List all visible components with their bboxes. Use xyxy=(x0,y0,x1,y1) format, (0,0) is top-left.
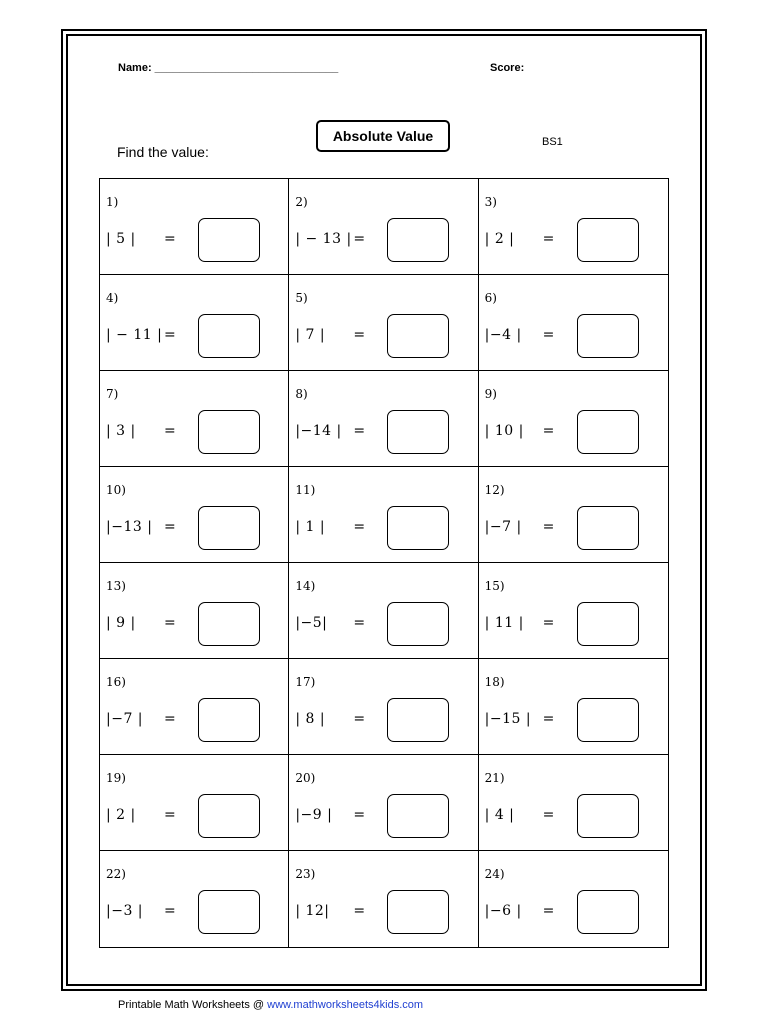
equals-sign: = xyxy=(542,807,555,823)
answer-box[interactable] xyxy=(198,794,260,838)
equals-sign: = xyxy=(353,903,366,919)
answer-box[interactable] xyxy=(577,218,639,262)
problem-number: 11) xyxy=(295,483,316,497)
answer-box[interactable] xyxy=(577,890,639,934)
equals-sign: = xyxy=(542,231,555,247)
problem-expression: |−7 | xyxy=(484,519,522,535)
name-label: Name: ______________________________ xyxy=(118,62,339,74)
answer-box[interactable] xyxy=(198,506,260,550)
problem-number: 4) xyxy=(106,291,119,305)
problem-expression: | 3 | xyxy=(106,423,136,439)
problem-number: 19) xyxy=(106,771,126,785)
worksheet-code: BS1 xyxy=(542,136,563,148)
problem-cell xyxy=(289,275,478,371)
equals-sign: = xyxy=(353,423,366,439)
answer-box[interactable] xyxy=(577,314,639,358)
problem-expression: | 4 | xyxy=(484,807,515,823)
problem-number: 20) xyxy=(295,771,316,785)
answer-box[interactable] xyxy=(198,698,260,742)
problem-cell xyxy=(479,563,668,659)
problem-cell xyxy=(289,851,478,947)
problem-cell xyxy=(289,755,478,851)
problem-number: 15) xyxy=(484,579,505,593)
problem-expression: | − 13 | xyxy=(295,231,352,247)
problem-expression: | 12| xyxy=(295,903,330,919)
problem-cell xyxy=(100,179,289,275)
equals-sign: = xyxy=(164,807,176,823)
answer-box[interactable] xyxy=(198,890,260,934)
problem-number: 2) xyxy=(295,195,308,209)
problem-cell xyxy=(479,659,668,755)
problem-cell xyxy=(479,275,668,371)
answer-box[interactable] xyxy=(577,794,639,838)
problem-number: 7) xyxy=(106,387,119,401)
problem-number: 3) xyxy=(484,195,497,209)
answer-box[interactable] xyxy=(387,506,449,550)
problem-expression: |−3 | xyxy=(106,903,144,919)
answer-box[interactable] xyxy=(387,794,449,838)
answer-box[interactable] xyxy=(577,410,639,454)
problem-expression: | 9 | xyxy=(106,615,136,631)
equals-sign: = xyxy=(164,423,176,439)
answer-box[interactable] xyxy=(387,602,449,646)
problem-grid xyxy=(99,178,669,948)
problem-expression: |−9 | xyxy=(295,807,333,823)
problem-expression: |−14 | xyxy=(295,423,342,439)
equals-sign: = xyxy=(164,711,176,727)
problem-number: 8) xyxy=(295,387,308,401)
answer-box[interactable] xyxy=(198,602,260,646)
problem-expression: |−5| xyxy=(295,615,328,631)
problem-cell xyxy=(100,659,289,755)
equals-sign: = xyxy=(542,711,555,727)
problem-cell xyxy=(289,179,478,275)
equals-sign: = xyxy=(164,615,176,631)
answer-box[interactable] xyxy=(198,314,260,358)
answer-box[interactable] xyxy=(198,218,260,262)
instruction-text: Find the value: xyxy=(117,144,209,160)
equals-sign: = xyxy=(164,519,176,535)
problem-expression: | − 11 | xyxy=(106,327,163,343)
equals-sign: = xyxy=(542,615,555,631)
problem-number: 9) xyxy=(484,387,497,401)
equals-sign: = xyxy=(353,807,366,823)
problem-expression: | 11 | xyxy=(484,615,524,631)
equals-sign: = xyxy=(542,423,555,439)
equals-sign: = xyxy=(353,231,366,247)
equals-sign: = xyxy=(164,231,176,247)
problem-expression: | 1 | xyxy=(295,519,326,535)
problem-cell xyxy=(479,371,668,467)
problem-expression: |−15 | xyxy=(484,711,532,727)
answer-box[interactable] xyxy=(387,698,449,742)
problem-number: 16) xyxy=(106,675,126,689)
problem-number: 22) xyxy=(106,867,126,881)
problem-expression: |−4 | xyxy=(484,327,522,343)
problem-expression: | 7 | xyxy=(295,327,326,343)
problem-number: 18) xyxy=(484,675,505,689)
worksheet-title: Absolute Value xyxy=(316,120,450,152)
footer xyxy=(118,999,423,1011)
equals-sign: = xyxy=(542,903,555,919)
problem-expression: | 8 | xyxy=(295,711,326,727)
problem-cell xyxy=(479,467,668,563)
problem-expression: |−13 | xyxy=(106,519,153,535)
problem-cell xyxy=(479,851,668,947)
problem-expression: |−6 | xyxy=(484,903,522,919)
equals-sign: = xyxy=(164,327,176,343)
problem-number: 12) xyxy=(484,483,505,497)
answer-box[interactable] xyxy=(577,506,639,550)
problem-cell xyxy=(100,275,289,371)
answer-box[interactable] xyxy=(387,314,449,358)
problem-number: 24) xyxy=(484,867,505,881)
problem-number: 5) xyxy=(295,291,308,305)
equals-sign: = xyxy=(353,711,366,727)
problem-expression: | 5 | xyxy=(106,231,136,247)
equals-sign: = xyxy=(353,327,366,343)
answer-box[interactable] xyxy=(387,218,449,262)
problem-number: 21) xyxy=(484,771,505,785)
problem-expression: |−7 | xyxy=(106,711,144,727)
problem-number: 23) xyxy=(295,867,316,881)
problem-cell xyxy=(289,659,478,755)
answer-box[interactable] xyxy=(577,602,639,646)
problem-cell xyxy=(100,851,289,947)
footer-prefix: Printable Math Worksheets @ xyxy=(118,999,268,1011)
problem-cell xyxy=(100,563,289,659)
problem-expression: | 2 | xyxy=(106,807,136,823)
score-label: Score: xyxy=(490,62,525,74)
problem-number: 10) xyxy=(106,483,126,497)
answer-box[interactable] xyxy=(387,410,449,454)
problem-cell xyxy=(289,563,478,659)
problem-number: 13) xyxy=(106,579,126,593)
problem-expression: | 10 | xyxy=(484,423,524,439)
problem-expression: | 2 | xyxy=(484,231,515,247)
answer-box[interactable] xyxy=(387,890,449,934)
equals-sign: = xyxy=(353,615,366,631)
equals-sign: = xyxy=(164,903,176,919)
problem-number: 1) xyxy=(106,195,119,209)
equals-sign: = xyxy=(542,327,555,343)
problem-cell xyxy=(479,179,668,275)
problem-cell xyxy=(479,755,668,851)
footer-link[interactable]: www.mathworksheets4kids.com xyxy=(267,999,424,1011)
answer-box[interactable] xyxy=(577,698,639,742)
equals-sign: = xyxy=(542,519,555,535)
problem-cell xyxy=(100,755,289,851)
problem-cell xyxy=(289,467,478,563)
problem-number: 17) xyxy=(295,675,316,689)
problem-cell xyxy=(100,467,289,563)
problem-number: 6) xyxy=(484,291,497,305)
problem-cell xyxy=(289,371,478,467)
answer-box[interactable] xyxy=(198,410,260,454)
equals-sign: = xyxy=(353,519,366,535)
problem-cell xyxy=(100,371,289,467)
problem-number: 14) xyxy=(295,579,316,593)
